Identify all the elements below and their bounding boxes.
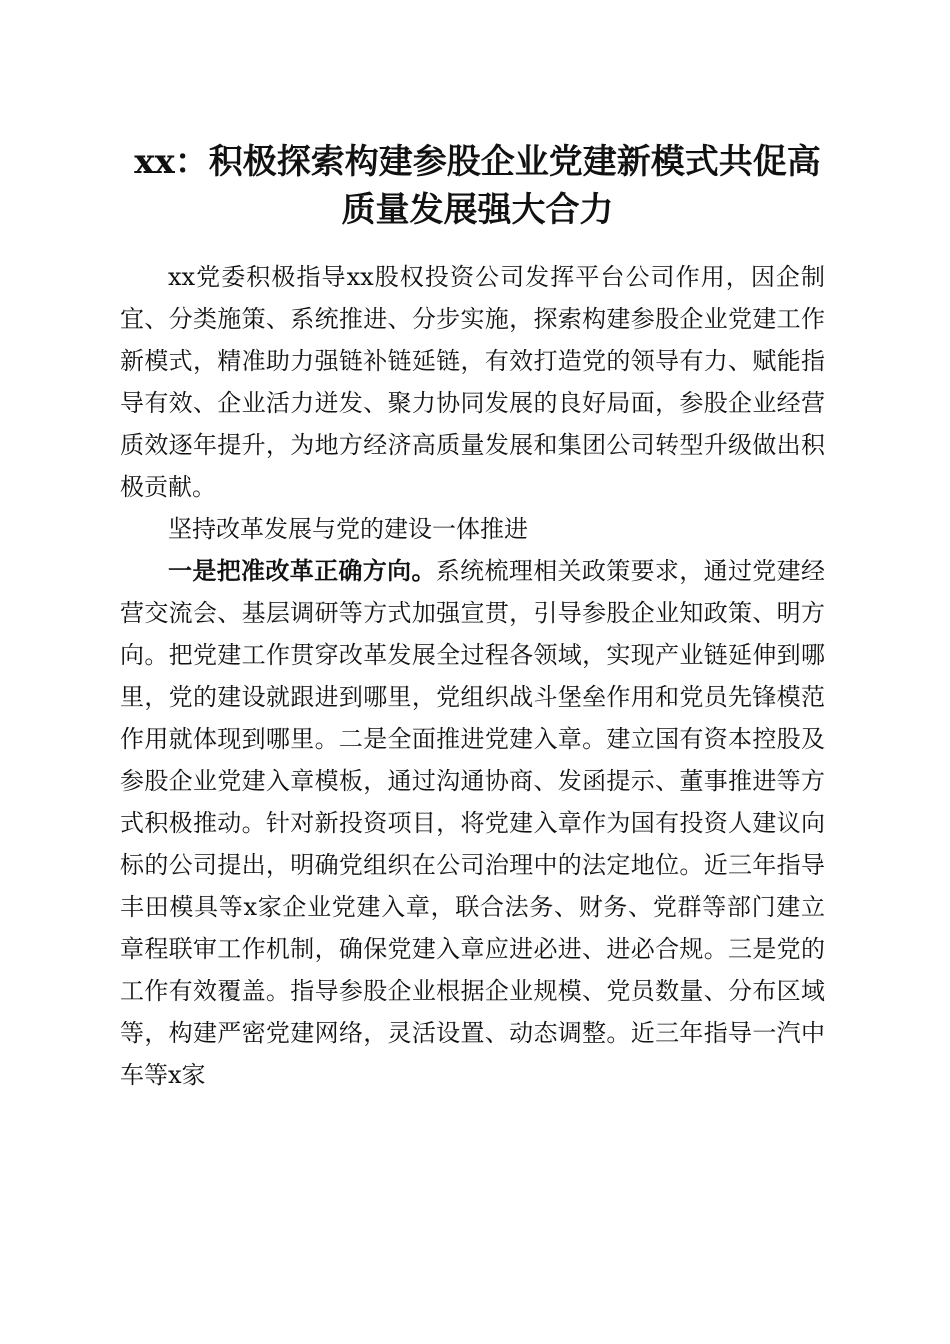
point-one-lead: 一是把准改革正确方向。 <box>168 556 436 585</box>
intro-paragraph: xx党委积极指导xx股权投资公司发挥平台公司作用，因企制宜、分类施策、系统推进、分步实施，探索构建参股企业党建工作新模式，精准助力强链补链延链，有效打造党的领导有力、赋能指导有效、企业活力迸发、聚力协同发展的良好局面，参股企业经营质效逐年提升，为地方经济高质量发展和集团公司转型升级做出积极贡献。 <box>120 263 825 501</box>
point-one-body: 系统梳理相关政策要求，通过党建经营交流会、基层调研等方式加强宣贯，引导参股企业知政策、明方向。把党建工作贯穿改革发展全过程各领域，实现产业链延伸到哪里，党的建设就跟进到哪里，党组织战斗堡垒作用和党员先锋模范作用就体现到哪里。二是全面推进党建入章。建立国有资本控股及参股企业党建入章模板，通过沟通协商、发函提示、董事推进等方式积极推动。针对新投资项目，将党建入章作为国有投资人建议向标的公司提出，明确党组织在公司治理中的法定地位。近三年指导丰田模具等x家企业党建入章，联合法务、财务、党群等部门建立章程联审工作机制，确保党建入章应进必进、进必合规。三是党的工作有效覆盖。指导参股企业根据企业规模、党员数量、分布区域等，构建严密党建网络，灵活设置、动态调整。近三年指导一汽中车等x家 <box>120 557 826 1089</box>
section-heading: 坚持改革发展与党的建设一体推进 <box>168 515 528 543</box>
document-title: xx：积极探索构建参股企业党建新模式共促高质量发展强大合力 <box>134 142 821 230</box>
point-one-paragraph <box>120 550 825 1096</box>
document-body <box>120 256 825 1096</box>
